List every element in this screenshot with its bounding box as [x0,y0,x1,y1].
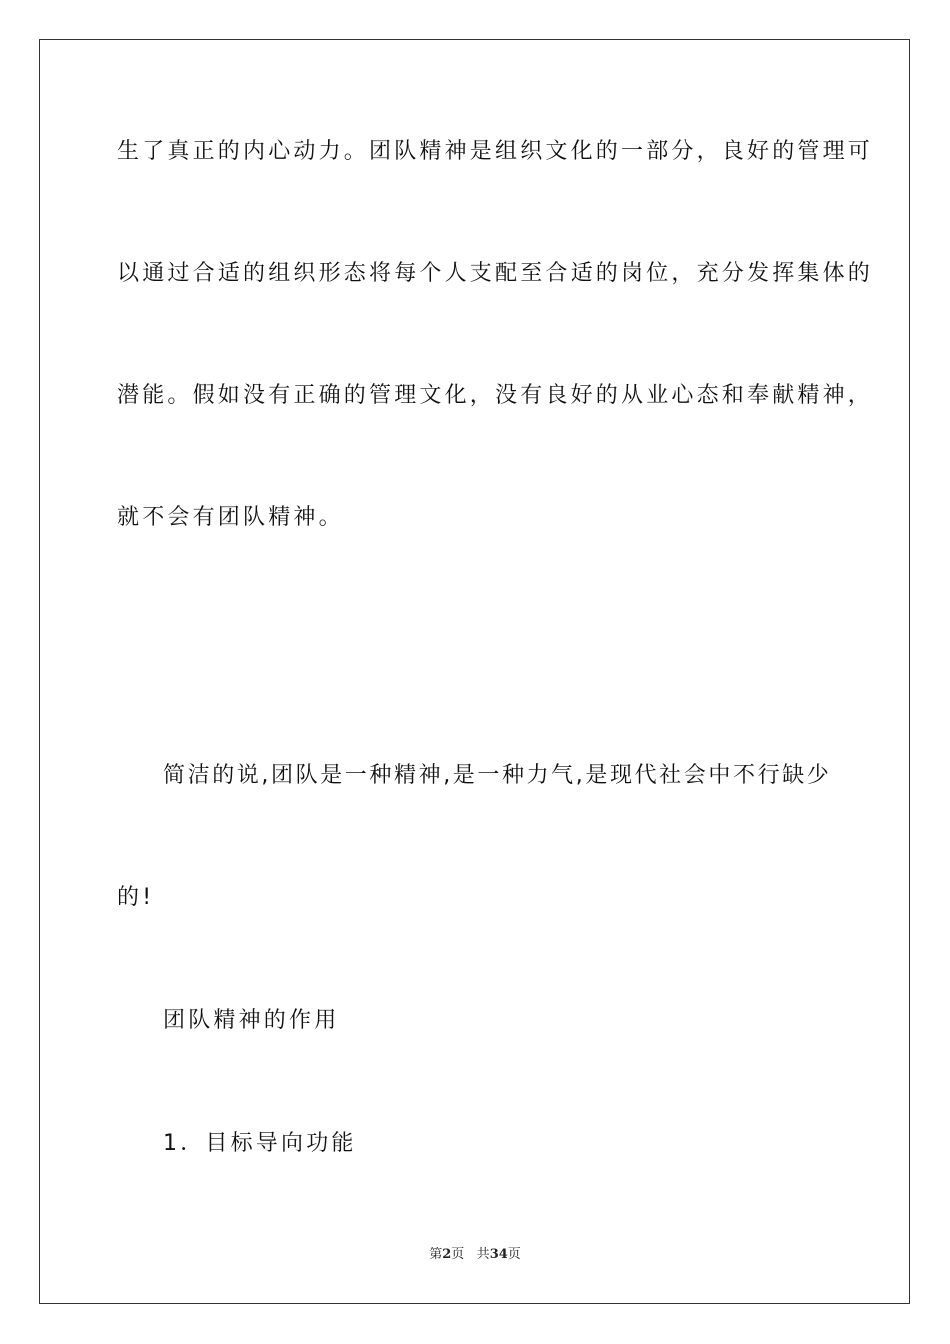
section-heading: 团队精神的作用 [163,1008,340,1033]
paragraph-line: 的! [117,885,155,910]
footer-page-number: 2 [442,1247,452,1262]
paragraph-line: 潜能。假如没有正确的管理文化，没有良好的从业心态和奉献精神， [117,383,874,408]
paragraph-line: 就不会有团队精神。 [117,505,344,530]
footer-total-pages: 34 [489,1247,508,1262]
footer-page-prefix: 第 [429,1247,443,1262]
footer-total-suffix: 页 [507,1247,521,1262]
page-footer [0,1246,950,1264]
footer-total-prefix: 共 [476,1247,490,1262]
list-item: 1．目标导向功能 [163,1131,357,1156]
paragraph-line: 简洁的说,团队是一种精神,是一种力气,是现代社会中不行缺少 [163,763,832,788]
page-border [39,39,910,1304]
paragraph-line: 生了真正的内心动力。团队精神是组织文化的一部分，良好的管理可 [117,139,874,164]
footer-page-suffix: 页 [451,1247,465,1262]
paragraph-line: 以通过合适的组织形态将每个人支配至合适的岗位，充分发挥集体的 [117,261,874,286]
